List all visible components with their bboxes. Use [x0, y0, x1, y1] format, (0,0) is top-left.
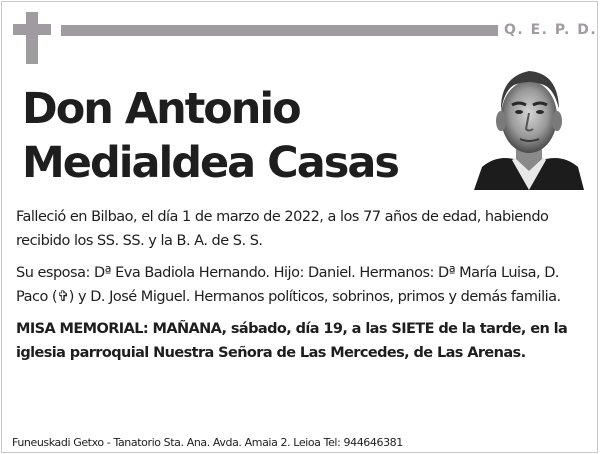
mass-paragraph: MISA MEMORIAL: MAÑANA, sábado, día 19, a las SIETE de la tarde, en la iglesia parroquial Nuestra Señora de Las Mercedes, de Las Arenas.: [16, 321, 568, 361]
family-paragraph: Su esposa: Dª Eva Badiola Hernando. Hijo: Daniel. Hermanos: Dª María Luisa, D. Paco (✞) y D. José Miguel. Hermanos políticos, sobrinos, primos y demás familia.: [16, 265, 561, 305]
cross-icon-horizontal: [13, 24, 51, 35]
header-divider-bar: [61, 25, 498, 36]
obituary-card: [1, 1, 598, 453]
cross-icon-vertical: [26, 12, 38, 64]
portrait-image: [474, 59, 584, 190]
funeral-home-footer: Funeuskadi Getxo - Tanatorio Sta. Ana. Avda. Amaia 2. Leioa Tel: 944646381: [12, 436, 403, 449]
deceased-name: [22, 82, 472, 190]
portrait-photo: [474, 59, 584, 190]
name-line-2: Medialdea Casas: [22, 138, 398, 188]
obituary-body: [16, 205, 591, 373]
name-line-1: Don Antonio: [22, 84, 300, 134]
death-notice-paragraph: Falleció en Bilbao, el día 1 de marzo de 2022, a los 77 años de edad, habiendo recibido los SS. SS. y la B. A. de S. S.: [16, 209, 549, 249]
qepd-label: Q. E. P. D.: [504, 22, 598, 38]
